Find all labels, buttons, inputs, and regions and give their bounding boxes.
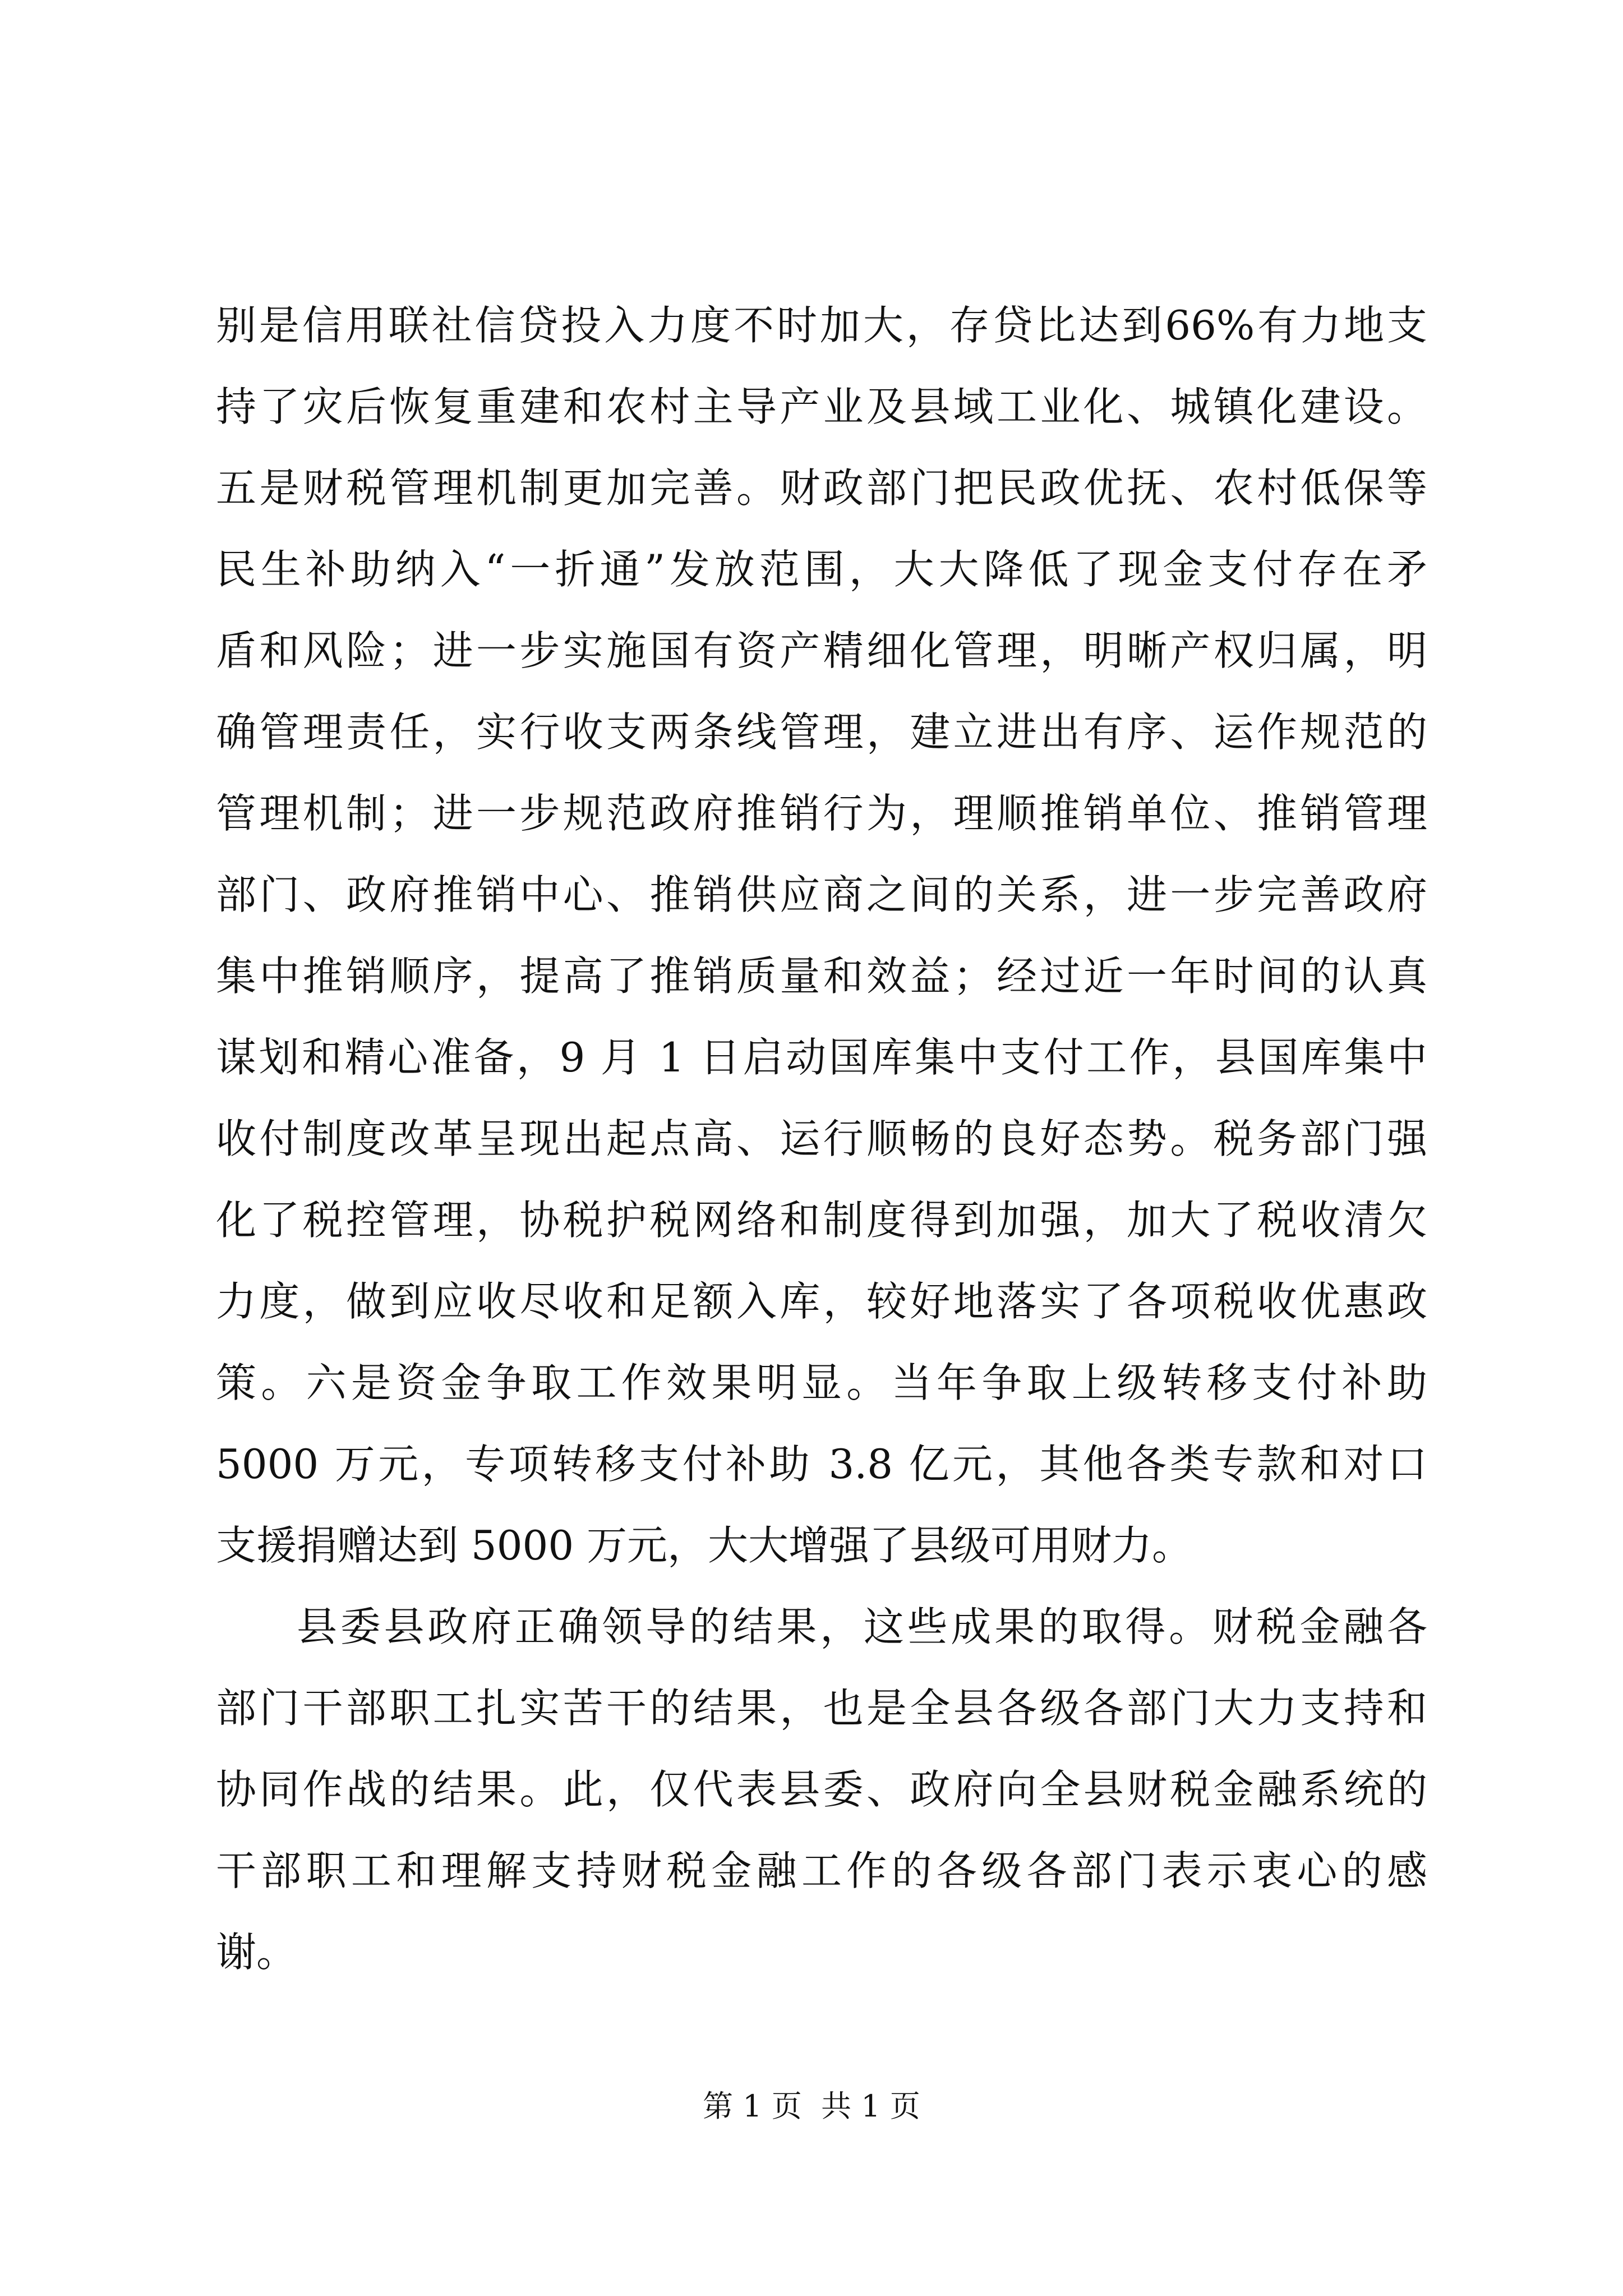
page-footer [0,2087,1623,2126]
text-line: 别是信用联社信贷投入力度不时加大，存贷比达到66%有力地支 [216,302,1427,349]
text-line: 支援捐赠达到 5000 万元，大大增强了县级可用财力。 [216,1522,1193,1569]
text-line: 谢。 [216,1929,297,1976]
text-line: 民生补助纳入“一折通”发放范围，大大降低了现金支付存在矛 [216,546,1427,593]
text-line: 持了灾后恢复重建和农村主导产业及县域工业化、城镇化建设。 [216,383,1427,430]
text-line: 协同作战的结果。此，仅代表县委、政府向全县财税金融系统的 [216,1766,1427,1813]
document-body [216,285,1427,1993]
text-line: 确管理责任，实行收支两条线管理，建立进出有序、运作规范的 [216,708,1427,756]
text-line: 部门干部职工扎实苦干的结果，也是全县各级各部门大力支持和 [216,1685,1427,1732]
text-line: 收付制度改革呈现出起点高、运行顺畅的良好态势。税务部门强 [216,1115,1427,1162]
text-line: 管理机制；进一步规范政府推销行为，理顺推销单位、推销管理 [216,790,1427,837]
paragraph-2 [216,1586,1427,1993]
text-line: 部门、政府推销中心、推销供应商之间的关系，进一步完善政府 [216,871,1427,918]
text-line: 力度，做到应收尽收和足额入库，较好地落实了各项税收优惠政 [216,1278,1427,1325]
text-line: 盾和风险；进一步实施国有资产精细化管理，明晰产权归属，明 [216,627,1427,674]
page-number-label: 第 1 页 共 1 页 [703,2088,920,2124]
text-line: 化了税控管理，协税护税网络和制度得到加强，加大了税收清欠 [216,1197,1427,1244]
text-line: 集中推销顺序，提高了推销质量和效益；经过近一年时间的认真 [216,953,1427,1000]
text-line: 5000 万元，专项转移支付补助 3.8 亿元，其他各类专款和对口 [216,1441,1427,1488]
text-line: 县委县政府正确领导的结果，这些成果的取得。财税金融各 [297,1603,1427,1650]
text-line: 策。六是资金争取工作效果明显。当年争取上级转移支付补助 [216,1359,1427,1406]
paragraph-1 [216,285,1427,1586]
text-line: 五是财税管理机制更加完善。财政部门把民政优抚、农村低保等 [216,464,1427,512]
text-line: 干部职工和理解支持财税金融工作的各级各部门表示衷心的感 [216,1847,1427,1894]
text-line: 谋划和精心准备，9 月 1 日启动国库集中支付工作，县国库集中 [216,1034,1427,1081]
